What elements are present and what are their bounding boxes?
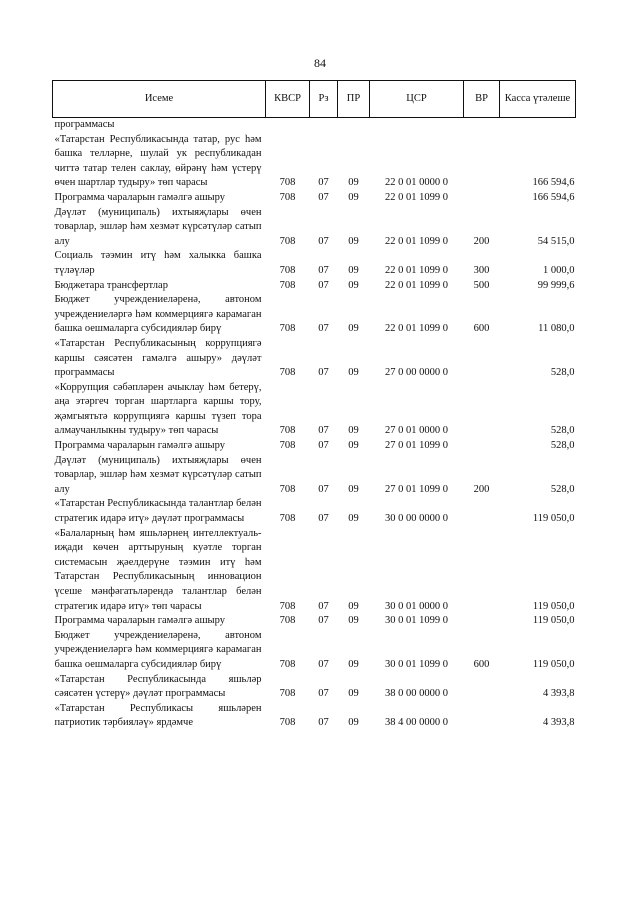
budget-table xyxy=(52,80,576,731)
cell-pr: 09 xyxy=(348,367,359,379)
cell-name: Бюджет учреждениеләренә, автоном учреждениеләргә һәм коммерциягә карамаган башка оешмаларга субсидияләр бирү xyxy=(54,629,262,670)
header-pr: ПР xyxy=(338,81,370,118)
table-row xyxy=(53,527,576,615)
table-row xyxy=(53,249,576,278)
cell-rz xyxy=(310,118,338,133)
cell-name: Дәүләт (муниципаль) ихтыяҗлары өчен товарлар, эшләр һәм хезмәт күрсәтүләр сатып алу xyxy=(54,206,262,247)
cell-csr: 30 0 01 1099 0 xyxy=(385,658,448,670)
header-kvsr: КВСР xyxy=(266,81,310,118)
cell-csr: 30 0 01 1099 0 xyxy=(385,615,448,627)
cell-kvsr: 708 xyxy=(279,191,296,203)
cell-amount: 11 080,0 xyxy=(538,323,575,335)
cell-kvsr: 708 xyxy=(279,615,296,627)
cell-name: «Коррупция сәбәпләрен ачыклау һәм бетерү, аңа этәргеч торган шартларга каршы тору, җәмгыятьтә коррупциягә каршы түзеп тора алмаучанлыкны тудыру» төп чарасы xyxy=(54,381,262,437)
table-row xyxy=(53,614,576,629)
table-row xyxy=(53,206,576,250)
cell-kvsr: 708 xyxy=(279,717,296,729)
cell-vr: 300 xyxy=(473,264,490,276)
cell-rz: 07 xyxy=(318,279,329,291)
cell-amount: 4 393,8 xyxy=(543,688,575,700)
cell-csr: 30 0 00 0000 0 xyxy=(385,513,448,525)
cell-pr: 09 xyxy=(348,600,359,612)
cell-vr xyxy=(464,527,500,615)
cell-rz: 07 xyxy=(318,367,329,379)
cell-pr: 09 xyxy=(348,615,359,627)
cell-amount xyxy=(500,118,576,133)
cell-kvsr: 708 xyxy=(279,440,296,452)
cell-name: «Татарстан Республикасында татар, рус һәм башка телләрне, шулай ук республикадан читтә татар телен саклау, өйрәнү һәм үстерү өчен шартлар тудыру» төп чарасы xyxy=(54,133,262,189)
cell-name: «Татарстан Республикасында яшьләр сәясәтен үстерү» дәүләт программасы xyxy=(54,673,262,700)
header-rz: Рз xyxy=(310,81,338,118)
cell-name: Программа чараларын гамәлгә ашыру xyxy=(54,191,225,203)
cell-name: «Татарстан Республикасы яшьләрен патриотик тәрбияләү» ярдәмче xyxy=(54,702,262,729)
table-row xyxy=(53,118,576,133)
cell-vr xyxy=(464,337,500,381)
header-cash: Касса үтәлеше xyxy=(500,81,576,118)
cell-amount: 119 050,0 xyxy=(532,658,575,670)
cell-vr xyxy=(464,118,500,133)
table-row xyxy=(53,629,576,673)
cell-rz: 07 xyxy=(318,615,329,627)
cell-vr: 200 xyxy=(473,235,490,247)
cell-rz: 07 xyxy=(318,513,329,525)
cell-vr: 200 xyxy=(473,483,490,495)
cell-kvsr: 708 xyxy=(279,367,296,379)
cell-pr: 09 xyxy=(348,279,359,291)
cell-csr: 27 0 01 1099 0 xyxy=(385,440,448,452)
cell-rz: 07 xyxy=(318,483,329,495)
cell-csr: 27 0 00 0000 0 xyxy=(385,367,448,379)
cell-csr: 38 0 00 0000 0 xyxy=(385,688,448,700)
cell-amount: 166 594,6 xyxy=(532,177,575,189)
cell-name: Бюджетара трансфертлар xyxy=(54,279,168,291)
cell-amount: 528,0 xyxy=(550,367,575,379)
table-row xyxy=(53,381,576,439)
cell-amount: 528,0 xyxy=(550,483,575,495)
cell-pr: 09 xyxy=(348,688,359,700)
table-row xyxy=(53,454,576,498)
table-row xyxy=(53,673,576,702)
cell-kvsr: 708 xyxy=(279,279,296,291)
cell-rz: 07 xyxy=(318,191,329,203)
table-header-row xyxy=(53,81,576,118)
cell-kvsr: 708 xyxy=(279,177,296,189)
cell-csr: 22 0 01 1099 0 xyxy=(385,279,448,291)
cell-name: Программа чараларын гамәлгә ашыру xyxy=(54,440,225,452)
cell-name: Программа чараларын гамәлгә ашыру xyxy=(54,615,225,627)
table-row xyxy=(53,191,576,206)
cell-kvsr: 708 xyxy=(279,235,296,247)
page-number: 84 xyxy=(314,56,326,70)
cell-vr xyxy=(464,133,500,191)
cell-rz: 07 xyxy=(318,323,329,335)
header-name: Исеме xyxy=(53,81,266,118)
cell-amount: 528,0 xyxy=(550,425,575,437)
cell-kvsr: 708 xyxy=(279,658,296,670)
cell-pr: 09 xyxy=(348,717,359,729)
cell-rz: 07 xyxy=(318,688,329,700)
cell-csr: 22 0 01 1099 0 xyxy=(385,323,448,335)
cell-csr: 30 0 01 0000 0 xyxy=(385,600,448,612)
cell-name: «Балаларның һәм яшьләрнең интеллектуаль-иҗади көчен арттыруның куәтле торган системасын җәелдерүне тәэмин итү һәм Татарстан Республикасының инновацион үсеше мәнфәгатьләрендә талантлар белән стратегик идарә итү» төп чарасы xyxy=(54,527,262,612)
cell-name: «Татарстан Республикасының коррупциягә каршы сәясәтен гамәлгә ашыру» дәүләт программасы xyxy=(54,337,262,379)
cell-pr: 09 xyxy=(348,323,359,335)
cell-amount: 99 999,6 xyxy=(537,279,575,291)
cell-amount: 1 000,0 xyxy=(543,264,575,276)
cell-csr: 38 4 00 0000 0 xyxy=(385,717,448,729)
cell-pr: 09 xyxy=(348,425,359,437)
cell-vr xyxy=(464,381,500,439)
cell-pr: 09 xyxy=(348,191,359,203)
cell-amount: 119 050,0 xyxy=(532,513,575,525)
table-row xyxy=(53,337,576,381)
table-row xyxy=(53,133,576,191)
cell-pr: 09 xyxy=(348,658,359,670)
table-row xyxy=(53,702,576,731)
cell-amount: 119 050,0 xyxy=(532,615,575,627)
cell-name: Дәүләт (муниципаль) ихтыяҗлары өчен товарлар, эшләр һәм хезмәт күрсәтүләр сатып алу xyxy=(54,454,262,495)
cell-amount: 54 515,0 xyxy=(537,235,575,247)
cell-kvsr: 708 xyxy=(279,264,296,276)
cell-csr: 27 0 01 0000 0 xyxy=(385,425,448,437)
header-csr: ЦСР xyxy=(370,81,464,118)
table-row xyxy=(53,293,576,337)
cell-rz: 07 xyxy=(318,717,329,729)
cell-amount: 528,0 xyxy=(550,440,575,452)
cell-kvsr xyxy=(266,118,310,133)
cell-name: Социаль тәэмин итү һәм халыкка башка түләүләр xyxy=(54,250,262,276)
cell-vr: 600 xyxy=(473,658,490,670)
cell-pr xyxy=(338,118,370,133)
cell-csr xyxy=(370,118,464,133)
cell-csr: 22 0 01 1099 0 xyxy=(385,191,448,203)
table-row xyxy=(53,439,576,454)
cell-name: программасы xyxy=(54,119,115,130)
cell-kvsr: 708 xyxy=(279,600,296,612)
cell-rz: 07 xyxy=(318,177,329,189)
cell-vr: 600 xyxy=(473,323,490,335)
cell-pr: 09 xyxy=(348,264,359,276)
cell-vr xyxy=(464,673,500,702)
cell-vr xyxy=(464,614,500,629)
table-row xyxy=(53,279,576,294)
cell-rz: 07 xyxy=(318,440,329,452)
cell-csr: 22 0 01 0000 0 xyxy=(385,177,448,189)
cell-pr: 09 xyxy=(348,440,359,452)
cell-amount: 4 393,8 xyxy=(543,717,575,729)
cell-vr: 500 xyxy=(473,279,490,291)
cell-rz: 07 xyxy=(318,658,329,670)
cell-csr: 27 0 01 1099 0 xyxy=(385,483,448,495)
cell-rz: 07 xyxy=(318,264,329,276)
cell-pr: 09 xyxy=(348,177,359,189)
table-body xyxy=(53,118,576,731)
cell-vr xyxy=(464,191,500,206)
cell-pr: 09 xyxy=(348,483,359,495)
cell-vr xyxy=(464,497,500,526)
cell-kvsr: 708 xyxy=(279,688,296,700)
cell-kvsr: 708 xyxy=(279,323,296,335)
cell-name: «Татарстан Республикасында талантлар белән стратегик идарә итү» дәүләт программасы xyxy=(54,498,262,525)
cell-kvsr: 708 xyxy=(279,425,296,437)
cell-rz: 07 xyxy=(318,235,329,247)
header-vr: ВР xyxy=(464,81,500,118)
table-row xyxy=(53,497,576,526)
cell-csr: 22 0 01 1099 0 xyxy=(385,235,448,247)
cell-csr: 22 0 01 1099 0 xyxy=(385,264,448,276)
cell-pr: 09 xyxy=(348,513,359,525)
cell-kvsr: 708 xyxy=(279,483,296,495)
cell-name: Бюджет учреждениеләренә, автоном учреждениеләргә һәм коммерциягә карамаган башка оешмаларга субсидияләр бирү xyxy=(54,294,262,335)
cell-kvsr: 708 xyxy=(279,513,296,525)
cell-pr: 09 xyxy=(348,235,359,247)
cell-amount: 119 050,0 xyxy=(532,600,575,612)
cell-rz: 07 xyxy=(318,425,329,437)
cell-amount: 166 594,6 xyxy=(532,191,575,203)
cell-vr xyxy=(464,439,500,454)
cell-vr xyxy=(464,702,500,731)
cell-rz: 07 xyxy=(318,600,329,612)
